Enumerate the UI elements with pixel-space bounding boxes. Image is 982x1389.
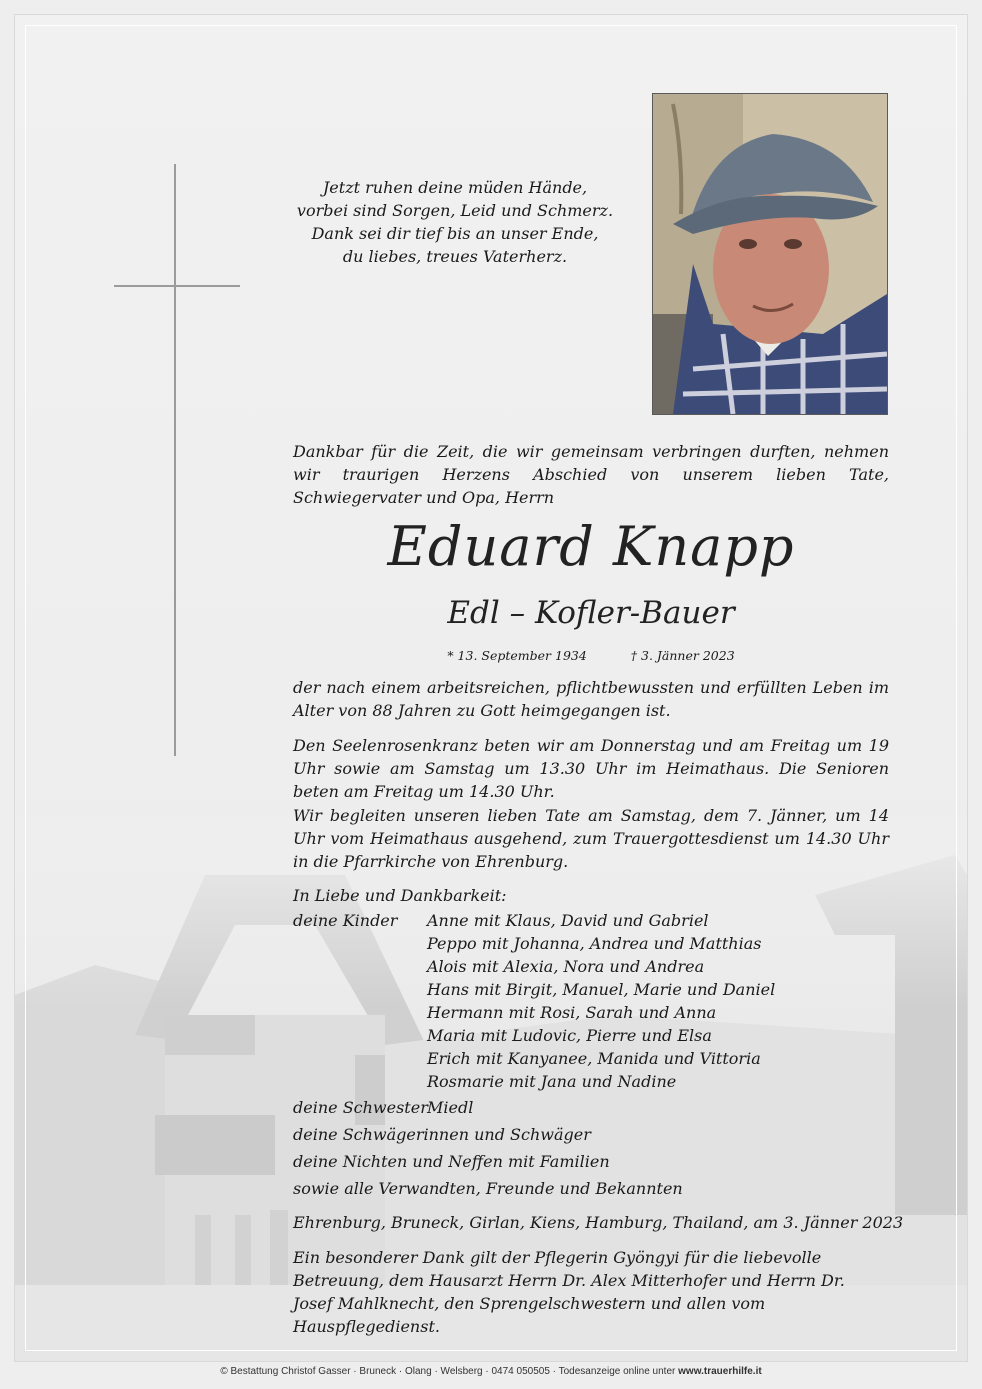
nieces-line: deine Nichten und Neffen mit Familien — [293, 1152, 610, 1171]
footer-text: © Bestattung Christof Gasser · Bruneck · Olang · Welsberg · 0474 050505 · Todesanzeige online unter — [220, 1366, 676, 1377]
greeting-text: In Liebe und Dankbarkeit: — [293, 886, 507, 905]
child-entry: Hans mit Birgit, Manuel, Marie und Daniel — [427, 980, 776, 999]
place-date — [293, 1211, 904, 1234]
footer — [0, 1366, 982, 1377]
inlaws-line: deine Schwägerinnen und Schwäger — [293, 1125, 591, 1144]
child-entry: Hermann mit Rosi, Sarah und Anna — [427, 1003, 717, 1022]
relatives-line: sowie alle Verwandten, Freunde und Bekannten — [293, 1179, 683, 1198]
poem-line: du liebes, treues Vaterherz. — [342, 247, 568, 266]
children-label: deine Kinder — [293, 911, 398, 930]
sister-label: deine Schwester — [293, 1098, 428, 1117]
deceased-nickname: Edl – Kofler-Bauer — [447, 595, 735, 631]
family-list — [293, 909, 889, 1200]
life-text: der nach einem arbeitsreichen, pflichtbewussten und erfüllten Leben im Alter von 88 Jahren zu Gott heimgegangen ist. — [293, 678, 889, 720]
cross-vertical-bar — [174, 164, 176, 756]
place-date-text: Ehrenburg, Bruneck, Girlan, Kiens, Hamburg, Thailand, am 3. Jänner 2023 — [293, 1213, 904, 1232]
poem-line: vorbei sind Sorgen, Leid und Schmerz. — [296, 201, 614, 220]
thanks-text: Ein besonderer Dank gilt der Pflegerin Gyöngyi für die liebevolle Betreuung, dem Hausarzt Herrn Dr. Alex Mitterhofer und Herrn Dr. Josef Mahlknecht, den Sprengelschwestern und allen vom Hauspflegedienst. — [293, 1248, 845, 1336]
child-entry: Alois mit Alexia, Nora und Andrea — [427, 957, 705, 976]
poem-line: Dank sei dir tief bis an unser Ende, — [311, 224, 599, 243]
child-entry: Rosmarie mit Jana und Nadine — [427, 1072, 677, 1091]
thanks-paragraph — [293, 1246, 889, 1338]
sister-row — [293, 1096, 889, 1119]
child-entry: Erich mit Kanyanee, Manida und Vittoria — [427, 1049, 761, 1068]
rosary-text: Den Seelenrosenkranz beten wir am Donnerstag und am Freitag um 19 Uhr sowie am Samstag um 13.30 Uhr im Heimathaus. Die Senioren beten am Freitag um 14.30 Uhr. — [293, 736, 889, 801]
portrait-photo — [652, 93, 888, 415]
rosary-paragraph — [293, 734, 889, 803]
child-entry: Peppo mit Johanna, Andrea und Matthias — [427, 934, 762, 953]
death-date: † 3. Jänner 2023 — [630, 648, 735, 663]
poem-line: Jetzt ruhen deine müden Hände, — [322, 178, 588, 197]
intro-paragraph: Dankbar für die Zeit, die wir gemeinsam verbringen durften, nehmen wir traurigen Herzens Abschied von unserem lieben Tate, Schwiegervater und Opa, Herrn — [293, 442, 889, 507]
funeral-text: Wir begleiten unseren lieben Tate am Samstag, dem 7. Jänner, um 14 Uhr vom Heimathaus ausgehend, zum Trauergottesdienst um 14.30 Uhr in die Pfarrkirche von Ehrenburg. — [293, 806, 889, 871]
life-dates — [293, 647, 889, 665]
child-entry: Maria mit Ludovic, Pierre und Elsa — [427, 1026, 712, 1045]
birth-date: * 13. September 1934 — [447, 648, 587, 663]
intro-text — [293, 440, 889, 509]
footer-link[interactable]: www.trauerhilfe.it — [678, 1366, 762, 1377]
life-paragraph — [293, 676, 889, 722]
greeting — [293, 884, 889, 907]
poem — [290, 176, 620, 268]
child-entry: Anne mit Klaus, David und Gabriel — [427, 911, 709, 930]
funeral-paragraph — [293, 804, 889, 873]
cross-horizontal-bar — [114, 285, 240, 287]
deceased-name: Eduard Knapp — [387, 515, 795, 578]
children-row — [293, 909, 889, 1093]
sister-name: Miedl — [427, 1098, 474, 1117]
children-names — [427, 909, 775, 1093]
